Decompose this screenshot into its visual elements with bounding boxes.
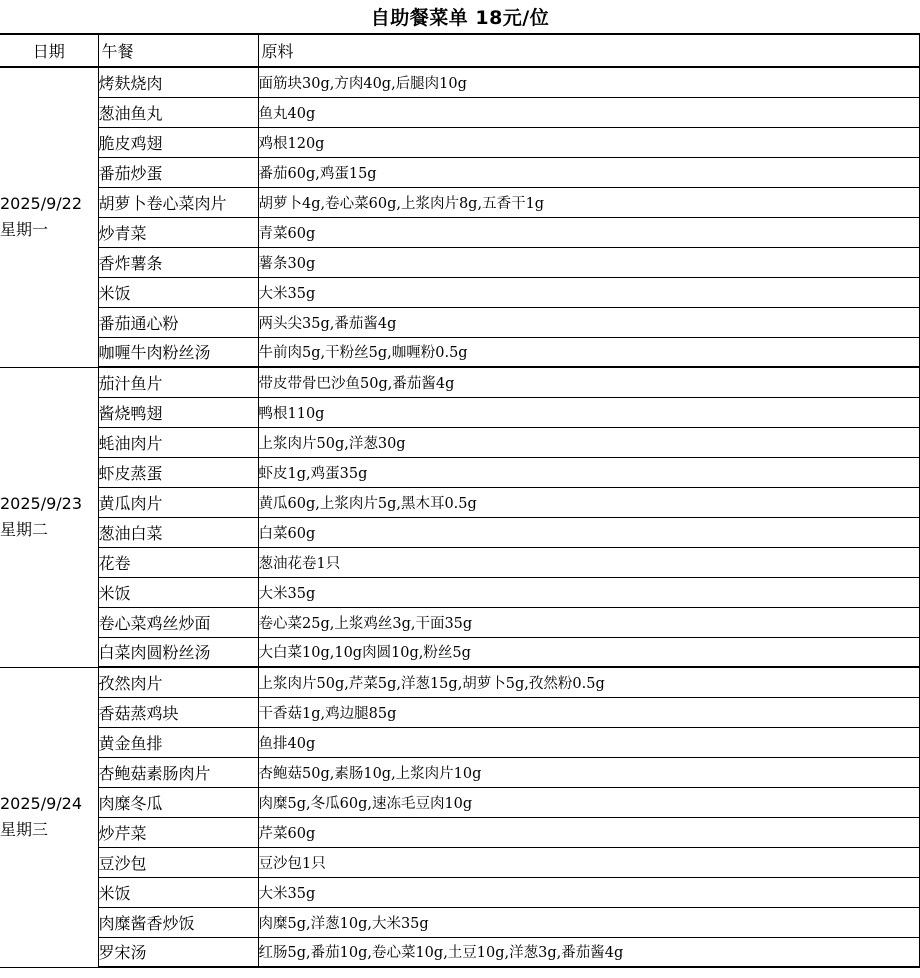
dish-name: 豆沙包 bbox=[98, 847, 258, 877]
table-row bbox=[0, 397, 919, 427]
table-row bbox=[0, 847, 919, 877]
table-row bbox=[0, 727, 919, 757]
dish-ingredients: 卷心菜25g,上浆鸡丝3g,干面35g bbox=[258, 607, 919, 637]
table-row bbox=[0, 877, 919, 907]
dish-ingredients: 两头尖35g,番茄酱4g bbox=[258, 307, 919, 337]
dish-name: 白菜肉圆粉丝汤 bbox=[98, 637, 258, 667]
menu-table bbox=[0, 35, 920, 968]
dish-name: 杏鲍菇素肠肉片 bbox=[98, 757, 258, 787]
dish-ingredients: 薯条30g bbox=[258, 247, 919, 277]
day-date: 2025/9/23 bbox=[0, 494, 83, 513]
dish-name: 茄汁鱼片 bbox=[98, 367, 258, 397]
dish-ingredients: 带皮带骨巴沙鱼50g,番茄酱4g bbox=[258, 367, 919, 397]
dish-ingredients: 黄瓜60g,上浆肉片5g,黑木耳0.5g bbox=[258, 487, 919, 517]
dish-ingredients: 大白菜10g,10g肉圆10g,粉丝5g bbox=[258, 637, 919, 667]
table-row bbox=[0, 907, 919, 937]
table-row bbox=[0, 487, 919, 517]
dish-name: 米饭 bbox=[98, 277, 258, 307]
dish-name: 咖喱牛肉粉丝汤 bbox=[98, 337, 258, 367]
dish-ingredients: 白菜60g bbox=[258, 517, 919, 547]
table-row bbox=[0, 277, 919, 307]
dish-ingredients: 红肠5g,番茄10g,卷心菜10g,土豆10g,洋葱3g,番茄酱4g bbox=[258, 937, 919, 967]
table-row bbox=[0, 517, 919, 547]
dish-ingredients: 鸡根120g bbox=[258, 127, 919, 157]
dish-ingredients: 干香菇1g,鸡边腿85g bbox=[258, 697, 919, 727]
dish-ingredients: 牛前肉5g,干粉丝5g,咖喱粉0.5g bbox=[258, 337, 919, 367]
dish-name: 炒青菜 bbox=[98, 217, 258, 247]
dish-name: 黄金鱼排 bbox=[98, 727, 258, 757]
table-row bbox=[0, 247, 919, 277]
dish-ingredients: 杏鲍菇50g,素肠10g,上浆肉片10g bbox=[258, 757, 919, 787]
dish-name: 孜然肉片 bbox=[98, 667, 258, 697]
header-row bbox=[0, 35, 919, 67]
table-row bbox=[0, 127, 919, 157]
dish-name: 肉糜冬瓜 bbox=[98, 787, 258, 817]
dish-ingredients: 面筋块30g,方肉40g,后腿肉10g bbox=[258, 67, 919, 97]
dish-ingredients: 鸭根110g bbox=[258, 397, 919, 427]
day-weekday: 星期三 bbox=[0, 820, 49, 839]
table-row bbox=[0, 367, 919, 397]
table-row bbox=[0, 787, 919, 817]
table-row bbox=[0, 607, 919, 637]
dish-name: 葱油鱼丸 bbox=[98, 97, 258, 127]
day-cell bbox=[0, 67, 98, 367]
dish-name: 米饭 bbox=[98, 577, 258, 607]
dish-name: 米饭 bbox=[98, 877, 258, 907]
dish-name: 烤麸烧肉 bbox=[98, 67, 258, 97]
dish-name: 花卷 bbox=[98, 547, 258, 577]
day-weekday: 星期二 bbox=[0, 520, 49, 539]
dish-name: 脆皮鸡翅 bbox=[98, 127, 258, 157]
header-ingredients: 原料 bbox=[258, 35, 919, 67]
dish-name: 番茄炒蛋 bbox=[98, 157, 258, 187]
menu-title: 自助餐菜单 18元/位 bbox=[0, 0, 920, 35]
dish-name: 胡萝卜卷心菜肉片 bbox=[98, 187, 258, 217]
day-cell bbox=[0, 367, 98, 667]
dish-ingredients: 豆沙包1只 bbox=[258, 847, 919, 877]
table-row bbox=[0, 817, 919, 847]
table-row bbox=[0, 67, 919, 97]
table-row bbox=[0, 697, 919, 727]
day-weekday: 星期一 bbox=[0, 220, 49, 240]
header-lunch: 午餐 bbox=[98, 35, 258, 67]
dish-ingredients: 上浆肉片50g,洋葱30g bbox=[258, 427, 919, 457]
dish-ingredients: 芹菜60g bbox=[258, 817, 919, 847]
dish-name: 番茄通心粉 bbox=[98, 307, 258, 337]
dish-name: 罗宋汤 bbox=[98, 937, 258, 967]
header-date: 日期 bbox=[0, 35, 98, 67]
day-cell bbox=[0, 667, 98, 967]
dish-name: 香炸薯条 bbox=[98, 247, 258, 277]
table-row bbox=[0, 637, 919, 667]
menu-body bbox=[0, 67, 919, 967]
day-date: 2025/9/24 bbox=[0, 794, 83, 813]
dish-ingredients: 鱼排40g bbox=[258, 727, 919, 757]
dish-ingredients: 番茄60g,鸡蛋15g bbox=[258, 157, 919, 187]
dish-name: 酱烧鸭翅 bbox=[98, 397, 258, 427]
dish-ingredients: 鱼丸40g bbox=[258, 97, 919, 127]
dish-name: 蚝油肉片 bbox=[98, 427, 258, 457]
dish-name: 卷心菜鸡丝炒面 bbox=[98, 607, 258, 637]
table-row bbox=[0, 337, 919, 367]
dish-name: 葱油白菜 bbox=[98, 517, 258, 547]
dish-ingredients: 胡萝卜4g,卷心菜60g,上浆肉片8g,五香干1g bbox=[258, 187, 919, 217]
table-row bbox=[0, 97, 919, 127]
dish-ingredients: 肉糜5g,洋葱10g,大米35g bbox=[258, 907, 919, 937]
table-row bbox=[0, 937, 919, 967]
dish-ingredients: 肉糜5g,冬瓜60g,速冻毛豆肉10g bbox=[258, 787, 919, 817]
dish-ingredients: 青菜60g bbox=[258, 217, 919, 247]
table-row bbox=[0, 217, 919, 247]
table-row bbox=[0, 427, 919, 457]
dish-name: 炒芹菜 bbox=[98, 817, 258, 847]
table-row bbox=[0, 757, 919, 787]
dish-ingredients: 大米35g bbox=[258, 877, 919, 907]
dish-ingredients: 虾皮1g,鸡蛋35g bbox=[258, 457, 919, 487]
table-row bbox=[0, 307, 919, 337]
table-row bbox=[0, 157, 919, 187]
table-row bbox=[0, 547, 919, 577]
dish-ingredients: 葱油花卷1只 bbox=[258, 547, 919, 577]
table-row bbox=[0, 577, 919, 607]
dish-name: 虾皮蒸蛋 bbox=[98, 457, 258, 487]
dish-ingredients: 上浆肉片50g,芹菜5g,洋葱15g,胡萝卜5g,孜然粉0.5g bbox=[258, 667, 919, 697]
dish-ingredients: 大米35g bbox=[258, 577, 919, 607]
dish-name: 肉糜酱香炒饭 bbox=[98, 907, 258, 937]
table-row bbox=[0, 667, 919, 697]
dish-ingredients: 大米35g bbox=[258, 277, 919, 307]
dish-name: 香菇蒸鸡块 bbox=[98, 697, 258, 727]
dish-name: 黄瓜肉片 bbox=[98, 487, 258, 517]
table-row bbox=[0, 187, 919, 217]
table-row bbox=[0, 457, 919, 487]
day-date: 2025/9/22 bbox=[0, 194, 83, 214]
